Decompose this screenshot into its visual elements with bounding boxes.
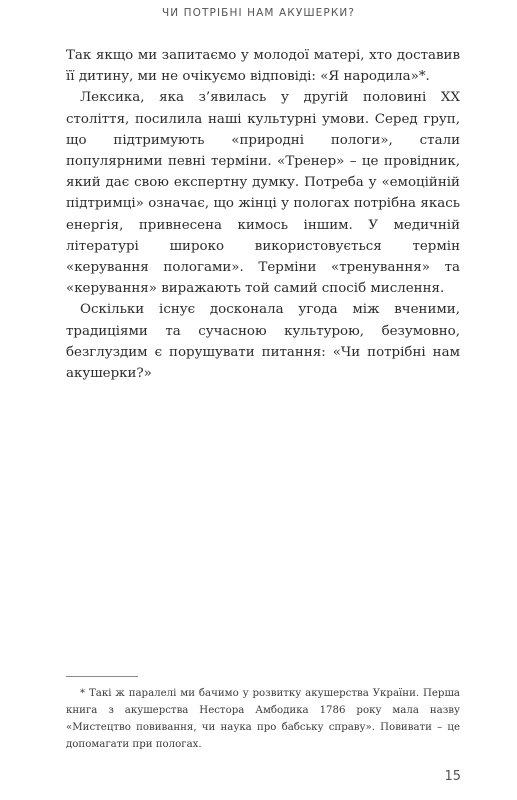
paragraph-2: Лексика, яка з’явилась у другій половині XX століття, посилила наші культурні умови. Серед груп, що підтримують «природні пологи», стали популярними певні терміни. «Тренер» – це провідник, який дає свою експертну думку. Потреба у «емоційній підтримці» означає, що жінці у пологах потрібна якась енергія, привнесена кимось іншим. У медичній літературі широко використовується термін «керування пологами». Терміни «тренування» та «керування» виражають той самий спосіб мислення.	[66, 90, 460, 297]
body-text	[66, 45, 460, 384]
footnotes	[66, 685, 460, 753]
paragraph-3: Оскільки існує досконала угода між вченими, традиціями та сучасною культурою, безумовно, безглуздим є порушувати питання: «Чи потрібні нам акушерки?»	[66, 302, 460, 382]
footnote-1: * Такі ж паралелі ми бачимо у розвитку акушерства України. Перша книга з акушерства Нестора Амбодика 1786 року мала назву «Мистецтво повивання, чи наука про бабську справу». Повивати – це допомагати при пологах.	[66, 688, 460, 750]
paragraph-1: Так якщо ми запитаємо у молодої матері, хто доставив її дитину, ми не очікуємо відповіді: «Я народила»*.	[66, 48, 460, 85]
footnote-divider	[66, 676, 138, 677]
running-head: ЧИ ПОТРІБНІ НАМ АКУШЕРКИ?	[161, 7, 355, 19]
page-number: 15	[444, 769, 461, 784]
